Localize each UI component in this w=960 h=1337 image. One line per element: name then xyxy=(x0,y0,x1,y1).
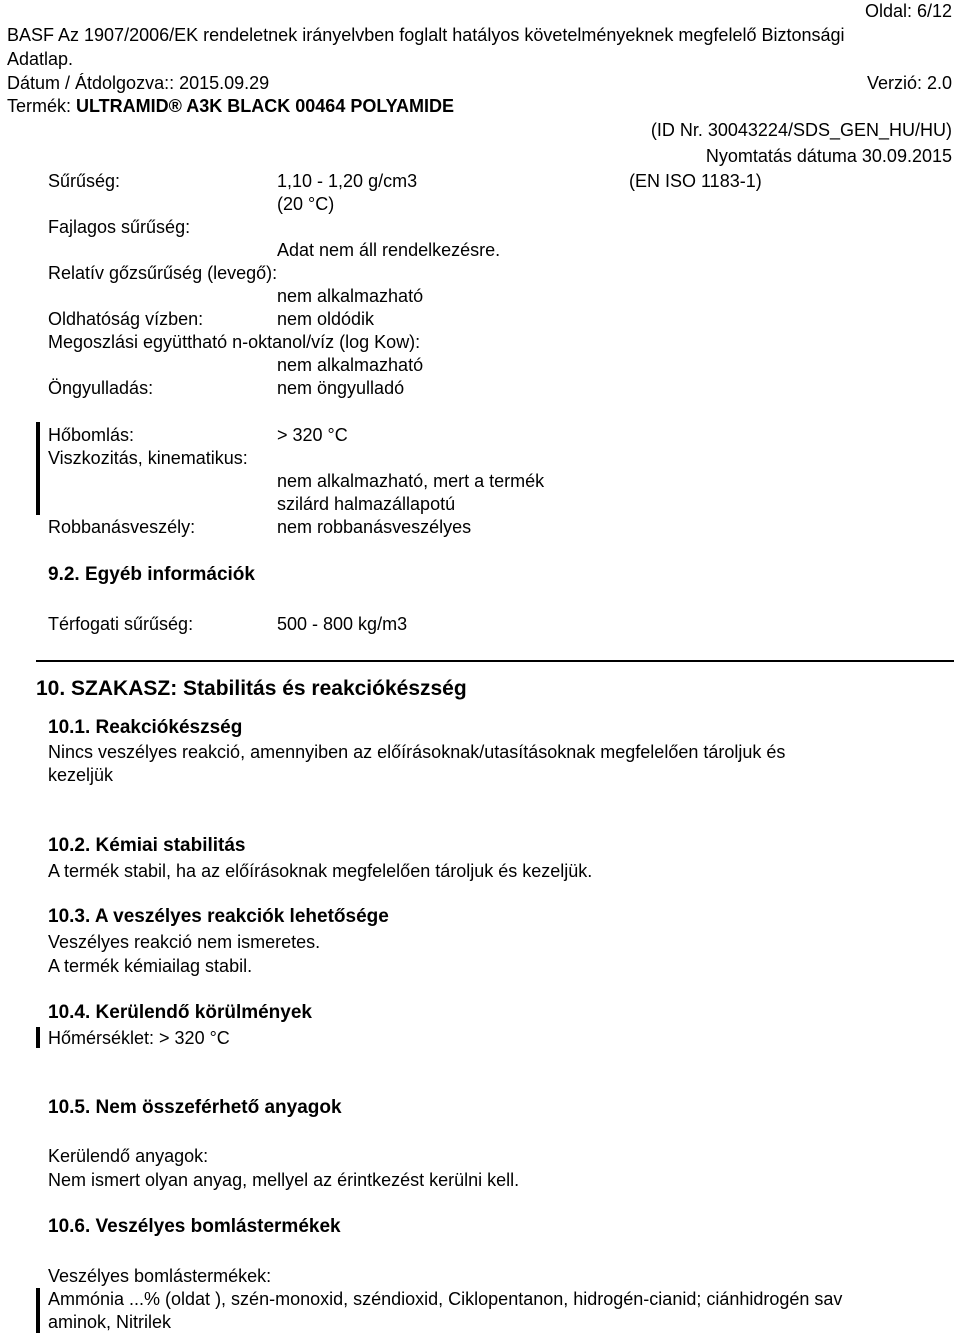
section-10-heading: 10. SZAKASZ: Stabilitás és reakciókészség xyxy=(36,677,467,700)
section-10-5-text: Nem ismert olyan anyag, mellyel az érintkezést kerülni kell. xyxy=(48,1170,520,1190)
density-label: Sűrűség: xyxy=(48,171,121,191)
product-prefix: Termék: xyxy=(7,96,77,116)
section-10-6-heading: 10.6. Veszélyes bomlástermékek xyxy=(48,1216,341,1237)
section-10-1-text-2: kezeljük xyxy=(48,765,114,785)
revision-date: Dátum / Átdolgozva:: 2015.09.29 xyxy=(7,73,270,93)
section-10-5-heading: 10.5. Nem összeférhető anyagok xyxy=(48,1097,342,1118)
viscosity-value-1: nem alkalmazható, mert a termék xyxy=(277,471,545,491)
section-10-2-text: A termék stabil, ha az előírásoknak megfelelően tároljuk és kezeljük. xyxy=(48,861,593,881)
spec-density-label: Fajlagos sűrűség: xyxy=(48,217,191,237)
bulk-density-label: Térfogati sűrűség: xyxy=(48,614,194,634)
section-10-3-heading: 10.3. A veszélyes reakciók lehetősége xyxy=(48,906,389,927)
header-title-line1: BASF Az 1907/2006/EK rendeletnek irányelvben foglalt hatályos követelményeknek megfelelő Biztonsági xyxy=(7,25,845,45)
section-10-6-label: Veszélyes bomlástermékek: xyxy=(48,1266,272,1286)
section-10-6-text-2: aminok, Nitrilek xyxy=(48,1312,172,1332)
page-number: Oldal: 6/12 xyxy=(864,1,952,21)
registered-mark: ® xyxy=(168,96,182,116)
product-name: ULTRAMID xyxy=(76,96,169,116)
partition-label: Megoszlási együttható n-oktanol/víz (log Kow): xyxy=(48,332,421,352)
product-line xyxy=(7,95,454,117)
section-divider xyxy=(36,660,954,662)
explosion-label: Robbanásveszély: xyxy=(48,517,196,537)
section-10-4-text: Hőmérséklet: > 320 °C xyxy=(48,1028,230,1048)
viscosity-value-2: szilárd halmazállapotú xyxy=(277,494,456,514)
section-10-5-label: Kerülendő anyagok: xyxy=(48,1146,209,1166)
autoignition-label: Öngyulladás: xyxy=(48,378,154,398)
product-rest: A3K BLACK 00464 POLYAMIDE xyxy=(181,96,455,116)
solubility-value: nem oldódik xyxy=(277,309,375,329)
bulk-density-value: 500 - 800 kg/m3 xyxy=(277,614,408,634)
change-bar xyxy=(36,1288,40,1333)
explosion-value: nem robbanásveszélyes xyxy=(277,517,472,537)
solubility-label: Oldhatóság vízben: xyxy=(48,309,204,329)
change-bar xyxy=(36,422,40,515)
partition-value: nem alkalmazható xyxy=(277,355,424,375)
section-10-1-text-1: Nincs veszélyes reakció, amennyiben az előírásoknak/utasításoknak megfelelően tároljuk és xyxy=(48,742,786,762)
version: Verzió: 2.0 xyxy=(866,73,952,93)
decomposition-value: > 320 °C xyxy=(277,425,348,445)
section-10-1-heading: 10.1. Reakciókészség xyxy=(48,717,243,738)
id-number: (ID Nr. 30043224/SDS_GEN_HU/HU) xyxy=(650,120,952,140)
autoignition-value: nem öngyulladó xyxy=(277,378,405,398)
change-bar xyxy=(36,1027,40,1048)
section-10-6-text-1: Ammónia ...% (oldat ), szén-monoxid, széndioxid, Ciklopentanon, hidrogén-cianid; ciánhidrogén sav xyxy=(48,1289,843,1309)
spec-density-value: Adat nem áll rendelkezésre. xyxy=(277,240,501,260)
vapour-density-value: nem alkalmazható xyxy=(277,286,424,306)
section-10-2-heading: 10.2. Kémiai stabilitás xyxy=(48,835,246,856)
vapour-density-label: Relatív gőzsűrűség (levegő): xyxy=(48,263,278,283)
section-10-3-text-2: A termék kémiailag stabil. xyxy=(48,956,253,976)
section-10-3-text-1: Veszélyes reakció nem ismeretes. xyxy=(48,932,321,952)
print-date: Nyomtatás dátuma 30.09.2015 xyxy=(705,146,952,166)
header-title-line2: Adatlap. xyxy=(7,49,74,69)
density-value: 1,10 - 1,20 g/cm3 xyxy=(277,171,418,191)
viscosity-label: Viszkozitás, kinematikus: xyxy=(48,448,248,468)
density-temp: (20 °C) xyxy=(277,194,335,214)
section-10-4-heading: 10.4. Kerülendő körülmények xyxy=(48,1002,312,1023)
decomposition-label: Hőbomlás: xyxy=(48,425,135,445)
section-9-2-heading: 9.2. Egyéb információk xyxy=(48,564,255,585)
density-method: (EN ISO 1183-1) xyxy=(629,171,762,191)
